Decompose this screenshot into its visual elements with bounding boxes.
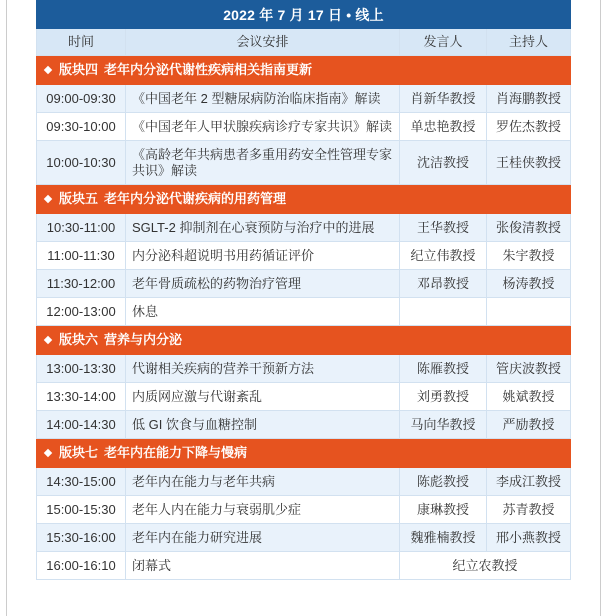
topic-cell: 《中国老年人甲状腺疾病诊疗专家共识》解读 xyxy=(126,113,400,141)
host-cell: 李成江教授 xyxy=(487,468,571,496)
section-header-row xyxy=(37,439,571,468)
speaker-cell: 肖新华教授 xyxy=(400,85,487,113)
presenter-merged-cell: 纪立农教授 xyxy=(400,552,571,580)
table-row xyxy=(37,552,571,580)
table-row xyxy=(37,496,571,524)
section-block-label: 版块四 xyxy=(59,62,99,77)
table-row xyxy=(37,85,571,113)
topic-cell: 内分泌科超说明书用药循证评价 xyxy=(126,242,400,270)
diamond-icon xyxy=(44,65,52,73)
topic-cell: 内质网应激与代谢紊乱 xyxy=(126,383,400,411)
host-cell: 管庆波教授 xyxy=(487,355,571,383)
table-row xyxy=(37,270,571,298)
diamond-icon xyxy=(44,335,52,343)
topic-cell: 休息 xyxy=(126,298,400,326)
host-cell: 王桂侠教授 xyxy=(487,141,571,185)
topic-cell: 代谢相关疾病的营养干预新方法 xyxy=(126,355,400,383)
table-row xyxy=(37,411,571,439)
time-cell: 15:30-16:00 xyxy=(37,524,126,552)
time-cell: 11:30-12:00 xyxy=(37,270,126,298)
table-row xyxy=(37,355,571,383)
page-border-left xyxy=(6,0,7,616)
date-title-row xyxy=(37,1,571,29)
schedule-table xyxy=(36,0,571,580)
diamond-icon xyxy=(44,448,52,456)
speaker-cell: 陈雁教授 xyxy=(400,355,487,383)
speaker-cell: 单忠艳教授 xyxy=(400,113,487,141)
speaker-cell: 马向华教授 xyxy=(400,411,487,439)
speaker-cell: 魏雅楠教授 xyxy=(400,524,487,552)
host-cell: 罗佐杰教授 xyxy=(487,113,571,141)
time-cell: 14:30-15:00 xyxy=(37,468,126,496)
section-header-cell xyxy=(37,185,571,214)
table-row xyxy=(37,214,571,242)
speaker-cell: 沈洁教授 xyxy=(400,141,487,185)
topic-cell: SGLT-2 抑制剂在心衰预防与治疗中的进展 xyxy=(126,214,400,242)
speaker-cell: 陈彪教授 xyxy=(400,468,487,496)
time-cell: 14:00-14:30 xyxy=(37,411,126,439)
topic-cell: 老年人内在能力与衰弱肌少症 xyxy=(126,496,400,524)
column-header-time: 时间 xyxy=(37,29,126,56)
section-header-row xyxy=(37,56,571,85)
time-cell: 12:00-13:00 xyxy=(37,298,126,326)
time-cell: 11:00-11:30 xyxy=(37,242,126,270)
speaker-cell: 纪立伟教授 xyxy=(400,242,487,270)
section-title: 营养与内分泌 xyxy=(104,332,183,347)
time-cell: 13:00-13:30 xyxy=(37,355,126,383)
topic-cell: 《中国老年 2 型糖尿病防治临床指南》解读 xyxy=(126,85,400,113)
section-header-row xyxy=(37,185,571,214)
section-header-cell xyxy=(37,56,571,85)
table-row xyxy=(37,468,571,496)
host-cell: 苏青教授 xyxy=(487,496,571,524)
time-cell: 16:00-16:10 xyxy=(37,552,126,580)
table-row xyxy=(37,141,571,185)
speaker-cell: 邓昂教授 xyxy=(400,270,487,298)
section-header-row xyxy=(37,326,571,355)
host-cell: 严励教授 xyxy=(487,411,571,439)
table-row xyxy=(37,242,571,270)
section-header-cell xyxy=(37,439,571,468)
host-cell: 姚斌教授 xyxy=(487,383,571,411)
diamond-icon xyxy=(44,194,52,202)
table-row xyxy=(37,524,571,552)
host-cell: 肖海鹏教授 xyxy=(487,85,571,113)
time-cell: 13:30-14:00 xyxy=(37,383,126,411)
column-header-speaker: 发言人 xyxy=(400,29,487,56)
speaker-cell xyxy=(400,298,487,326)
section-header-cell xyxy=(37,326,571,355)
time-cell: 09:30-10:00 xyxy=(37,113,126,141)
speaker-cell: 刘勇教授 xyxy=(400,383,487,411)
section-title: 老年内在能力下降与慢病 xyxy=(104,445,248,460)
topic-cell: 老年内在能力研究进展 xyxy=(126,524,400,552)
section-title: 老年内分泌代谢疾病的用药管理 xyxy=(104,191,287,206)
table-row xyxy=(37,113,571,141)
section-title: 老年内分泌代谢性疾病相关指南更新 xyxy=(104,62,313,77)
column-header-agenda: 会议安排 xyxy=(126,29,400,56)
host-cell: 朱宇教授 xyxy=(487,242,571,270)
table-row xyxy=(37,383,571,411)
time-cell: 15:00-15:30 xyxy=(37,496,126,524)
host-cell: 张俊清教授 xyxy=(487,214,571,242)
section-block-label: 版块七 xyxy=(59,445,99,460)
page-border-right xyxy=(600,0,601,616)
topic-cell: 老年内在能力与老年共病 xyxy=(126,468,400,496)
section-block-label: 版块六 xyxy=(59,332,99,347)
topic-cell: 《高龄老年共病患者多重用药安全性管理专家共识》解读 xyxy=(126,141,400,185)
time-cell: 10:30-11:00 xyxy=(37,214,126,242)
section-block-label: 版块五 xyxy=(59,191,99,206)
speaker-cell: 王华教授 xyxy=(400,214,487,242)
time-cell: 09:00-09:30 xyxy=(37,85,126,113)
topic-cell: 闭幕式 xyxy=(126,552,400,580)
time-cell: 10:00-10:30 xyxy=(37,141,126,185)
topic-cell: 老年骨质疏松的药物治疗管理 xyxy=(126,270,400,298)
date-title: 2022 年 7 月 17 日 • 线上 xyxy=(37,1,571,29)
speaker-cell: 康琳教授 xyxy=(400,496,487,524)
host-cell: 邢小燕教授 xyxy=(487,524,571,552)
host-cell xyxy=(487,298,571,326)
column-header-host: 主持人 xyxy=(487,29,571,56)
host-cell: 杨涛教授 xyxy=(487,270,571,298)
column-header-row xyxy=(37,29,571,56)
table-row xyxy=(37,298,571,326)
topic-cell: 低 GI 饮食与血糖控制 xyxy=(126,411,400,439)
